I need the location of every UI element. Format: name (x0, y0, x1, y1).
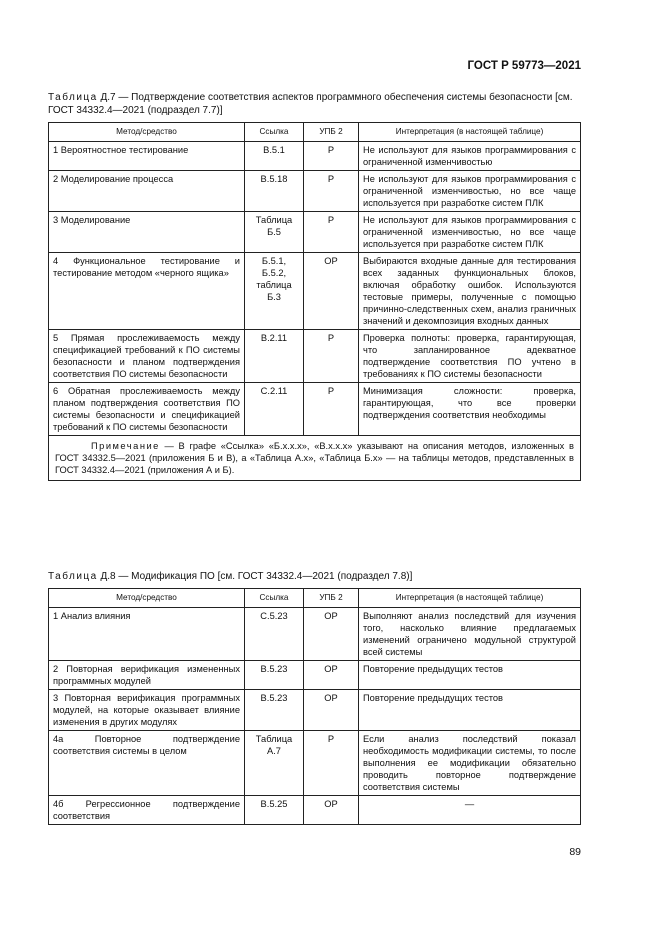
ref-cell: C.5.23 (245, 608, 304, 661)
table-note-row (49, 436, 581, 481)
level-cell: OP (304, 661, 359, 690)
table-d7-caption (48, 91, 588, 117)
interp-cell: Если анализ последствий показал необходимость модификации системы, то после выполнения ее модификации обязательно проводить повторное подтверждение соответствия системы (359, 731, 581, 796)
table-row (49, 383, 581, 436)
table-row (49, 330, 581, 383)
caption-lead: Таблица (48, 92, 98, 103)
level-cell: OP (304, 608, 359, 661)
table-row (49, 796, 581, 825)
level-cell: OP (304, 796, 359, 825)
page-number: 89 (569, 846, 581, 858)
method-cell: 2 Моделирование процесса (49, 171, 245, 212)
ref-cell: B.5.25 (245, 796, 304, 825)
table-header-row (49, 123, 581, 142)
column-header: Интерпретация (в настоящей таблице) (359, 123, 581, 142)
interp-cell: Проверка полноты: проверка, гарантирующая, что запланированное адекватное подтверждение соответствия ПО учтено в требованиях к ПО системы безопасности (359, 330, 581, 383)
note-text: — В графе «Ссылка» «Б.х.х.х», «В.х.х.х» указывают на описания методов, изложенных в ГОСТ 34332.5—2021 (приложения Б и В), а «Таблица А.х», «Таблица Б.х» — на таблицы методов, представленных в ГОСТ 34332.4—2021 (приложения А и Б). (55, 441, 574, 475)
level-cell: OP (304, 253, 359, 330)
caption-text: Д.7 — Подтверждение соответствия аспектов программного обеспечения системы безопасности [см. ГОСТ 34332.4—2021 (подраздел 7.7)] (48, 92, 573, 116)
interp-cell: Не используют для языков программирования с ограниченной изменчивостью, но все чаще используется при разработке систем ПЛК (359, 212, 581, 253)
method-cell: 3 Моделирование (49, 212, 245, 253)
table-row (49, 608, 581, 661)
level-cell: P (304, 330, 359, 383)
method-cell: 5 Прямая прослеживаемость между спецификацией требований к ПО системы безопасности и планом подтверждения соответствия ПО системы безопасности (49, 330, 245, 383)
caption-text: Д.8 — Модификация ПО [см. ГОСТ 34332.4—2021 (подраздел 7.8)] (100, 571, 413, 582)
method-cell: 1 Вероятностное тестирование (49, 142, 245, 171)
column-header: Ссылка (245, 123, 304, 142)
column-header: Интерпретация (в настоящей таблице) (359, 589, 581, 608)
method-cell: 4 Функциональное тестирование и тестирование методом «черного ящика» (49, 253, 245, 330)
interp-cell: Повторение предыдущих тестов (359, 690, 581, 731)
ref-cell: Таблица А.7 (245, 731, 304, 796)
table-note (49, 436, 581, 481)
ref-cell: B.2.11 (245, 330, 304, 383)
interp-cell: Не используют для языков программирования с ограниченной изменчивостью, но все чаще используется при разработке систем ПЛК (359, 171, 581, 212)
note-lead: Примечание (91, 441, 160, 451)
ref-cell: B.5.23 (245, 661, 304, 690)
method-cell: 1 Анализ влияния (49, 608, 245, 661)
column-header: Метод/средство (49, 589, 245, 608)
interp-cell: Не используют для языков программирования с ограниченной изменчивостью (359, 142, 581, 171)
column-header: Ссылка (245, 589, 304, 608)
level-cell: P (304, 171, 359, 212)
table-d8 (48, 588, 581, 825)
column-header: УПБ 2 (304, 123, 359, 142)
table-row (49, 142, 581, 171)
ref-cell: B.5.1 (245, 142, 304, 171)
interp-cell: Минимизация сложности: проверка, гарантирующая, что все проверки подтверждения соответствия необходимы (359, 383, 581, 436)
ref-cell: Таблица Б.5 (245, 212, 304, 253)
table-header-row (49, 589, 581, 608)
method-cell: 6 Обратная прослеживаемость между планом подтверждения соответствия ПО системы безопасности и спецификацией требований к ПО системы безопасности (49, 383, 245, 436)
table-row (49, 171, 581, 212)
table-d8-caption (48, 570, 588, 583)
table-row (49, 661, 581, 690)
ref-cell: B.5.23 (245, 690, 304, 731)
method-cell: 2 Повторная верификация измененных программных модулей (49, 661, 245, 690)
interp-cell: Выполняют анализ последствий для изучения того, насколько влияние предлагаемых изменений ограничено модульной структурой всей системы (359, 608, 581, 661)
interp-cell: — (359, 796, 581, 825)
method-cell: 4а Повторное подтверждение соответствия системы в целом (49, 731, 245, 796)
ref-cell: Б.5.1, Б.5.2, таблица Б.3 (245, 253, 304, 330)
interp-cell: Повторение предыдущих тестов (359, 661, 581, 690)
level-cell: OP (304, 690, 359, 731)
level-cell: P (304, 212, 359, 253)
caption-lead: Таблица (48, 571, 98, 582)
ref-cell: C.2.11 (245, 383, 304, 436)
table-row (49, 253, 581, 330)
table-row (49, 690, 581, 731)
document-code: ГОСТ Р 59773—2021 (467, 60, 581, 72)
ref-cell: B.5.18 (245, 171, 304, 212)
table-row (49, 731, 581, 796)
table-d7 (48, 122, 581, 481)
method-cell: 3 Повторная верификация программных модулей, на которые оказывает влияние изменения в других модулях (49, 690, 245, 731)
level-cell: P (304, 383, 359, 436)
interp-cell: Выбираются входные данные для тестирования всех заданных функциональных блоков, включая обработку ошибок. Используются тестовые примеры, полученные с помощью причинно-следственных схем, анализ граничных значений и декомпозиция входных данных (359, 253, 581, 330)
level-cell: P (304, 142, 359, 171)
table-row (49, 212, 581, 253)
level-cell: P (304, 731, 359, 796)
column-header: УПБ 2 (304, 589, 359, 608)
method-cell: 4б Регрессионное подтверждение соответствия (49, 796, 245, 825)
column-header: Метод/средство (49, 123, 245, 142)
